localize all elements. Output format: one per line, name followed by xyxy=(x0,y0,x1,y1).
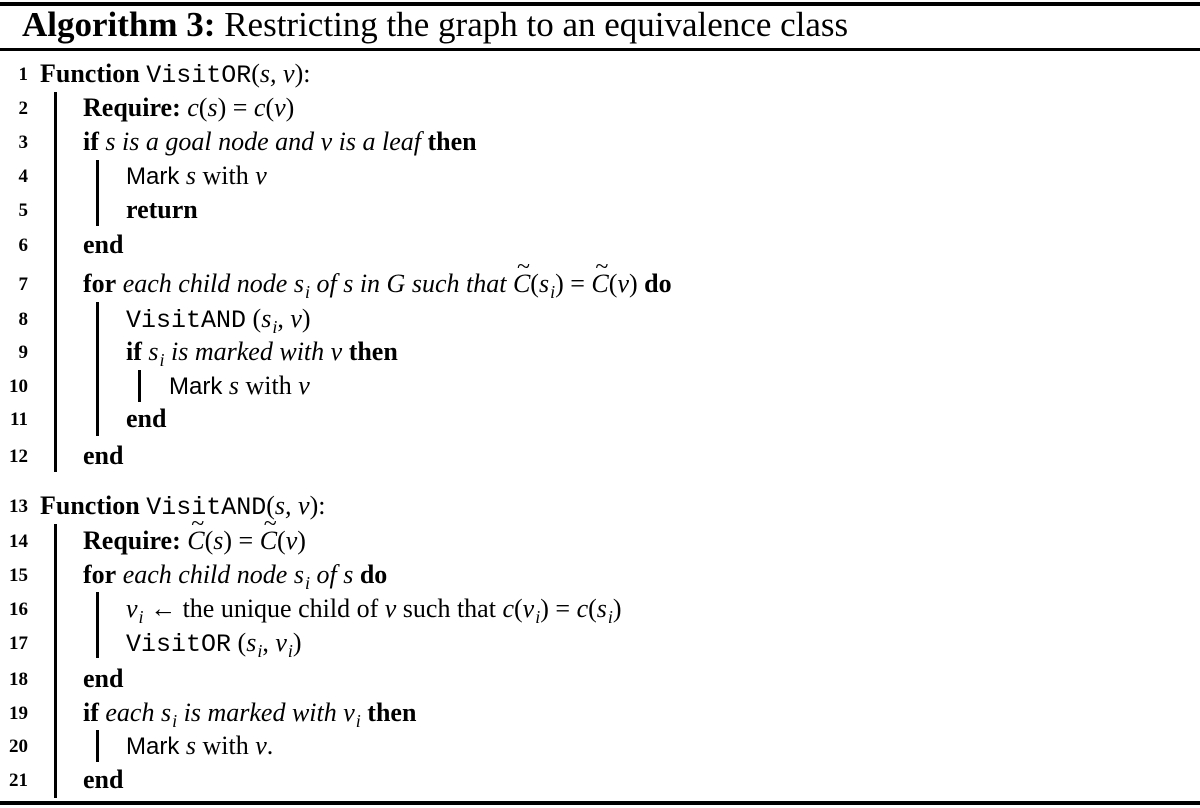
block-bar-for-2 xyxy=(96,592,99,658)
keyword-end: end xyxy=(83,664,124,693)
line-number: 9 xyxy=(18,342,28,363)
line-number: 19 xyxy=(9,703,28,724)
keyword-end: end xyxy=(83,230,124,259)
keyword-do: do xyxy=(359,560,388,589)
action-mark: Mark xyxy=(126,163,180,190)
condition-marked: is marked with xyxy=(171,337,325,366)
line-number: 8 xyxy=(18,309,28,330)
phrase-unique-child: the unique child of xyxy=(182,594,379,623)
condition-marked: is marked with xyxy=(183,698,337,727)
keyword-require: Require: xyxy=(83,526,181,555)
word-of: of xyxy=(316,269,337,298)
action-mark: Mark xyxy=(126,733,180,760)
block-bar-visitor xyxy=(54,92,57,472)
word-such-that: such that xyxy=(402,594,496,623)
line-number: 12 xyxy=(9,446,28,467)
line-number: 1 xyxy=(18,64,28,85)
line-number: 5 xyxy=(18,200,28,221)
caption-title: Restricting the graph to an equivalence class xyxy=(224,5,849,44)
keyword-end: end xyxy=(83,441,124,470)
function-name-visitand: VisitAND xyxy=(146,493,267,522)
loop-each-child: each child node xyxy=(122,269,288,298)
keyword-return: return xyxy=(126,195,198,224)
keyword-end: end xyxy=(83,765,124,794)
line-number: 18 xyxy=(9,669,28,690)
block-bar-if-2 xyxy=(138,370,141,402)
keyword-if: if xyxy=(83,127,99,156)
loop-each-child: each child node xyxy=(122,560,288,589)
keyword-then: then xyxy=(367,698,417,727)
line-number: 6 xyxy=(18,235,28,256)
caption-label: Algorithm 3: xyxy=(22,5,216,44)
line-number: 15 xyxy=(9,565,28,586)
line-number: 11 xyxy=(10,409,28,430)
block-bar-if-1 xyxy=(96,160,99,226)
keyword-for: for xyxy=(83,269,117,298)
function-name-visitor: VisitOR xyxy=(146,61,252,90)
keyword-function: Function xyxy=(40,59,140,88)
word-with: with xyxy=(245,371,292,400)
keyword-for: for xyxy=(83,560,117,589)
algorithm-caption xyxy=(22,3,848,47)
line-number: 20 xyxy=(9,736,28,757)
line-number: 4 xyxy=(18,166,28,187)
condition-leaf: is a leaf xyxy=(338,127,422,156)
line-number: 14 xyxy=(9,531,28,552)
line-number: 3 xyxy=(18,132,28,153)
line-number: 10 xyxy=(9,376,28,397)
condition-goal: is a goal node and xyxy=(122,127,315,156)
call-visitand: VisitAND xyxy=(126,306,247,335)
line-number: 2 xyxy=(18,98,28,119)
word-such-that: such that xyxy=(411,269,507,298)
keyword-if: if xyxy=(126,337,142,366)
block-bar-for-1 xyxy=(96,302,99,436)
line-number: 13 xyxy=(9,496,28,517)
block-bar-visitand xyxy=(54,524,57,798)
word-in: in xyxy=(359,269,381,298)
keyword-if: if xyxy=(83,698,99,727)
keyword-function: Function xyxy=(40,491,140,520)
call-visitor: VisitOR xyxy=(126,630,232,659)
line-number: 16 xyxy=(9,599,28,620)
line-number: 21 xyxy=(9,770,28,791)
keyword-then: then xyxy=(348,337,398,366)
keyword-then: then xyxy=(427,127,477,156)
bottom-rule xyxy=(0,801,1200,805)
word-of: of xyxy=(316,560,337,589)
block-bar-if-3 xyxy=(96,730,99,762)
keyword-require: Require: xyxy=(83,93,181,122)
word-with: with xyxy=(202,161,249,190)
word-with: with xyxy=(202,731,249,760)
action-mark: Mark xyxy=(169,373,223,400)
keyword-end: end xyxy=(126,404,167,433)
word-each: each xyxy=(105,698,155,727)
line-number: 7 xyxy=(18,274,28,295)
caption-rule xyxy=(0,48,1200,51)
keyword-do: do xyxy=(644,269,672,298)
line-number: 17 xyxy=(9,633,28,654)
